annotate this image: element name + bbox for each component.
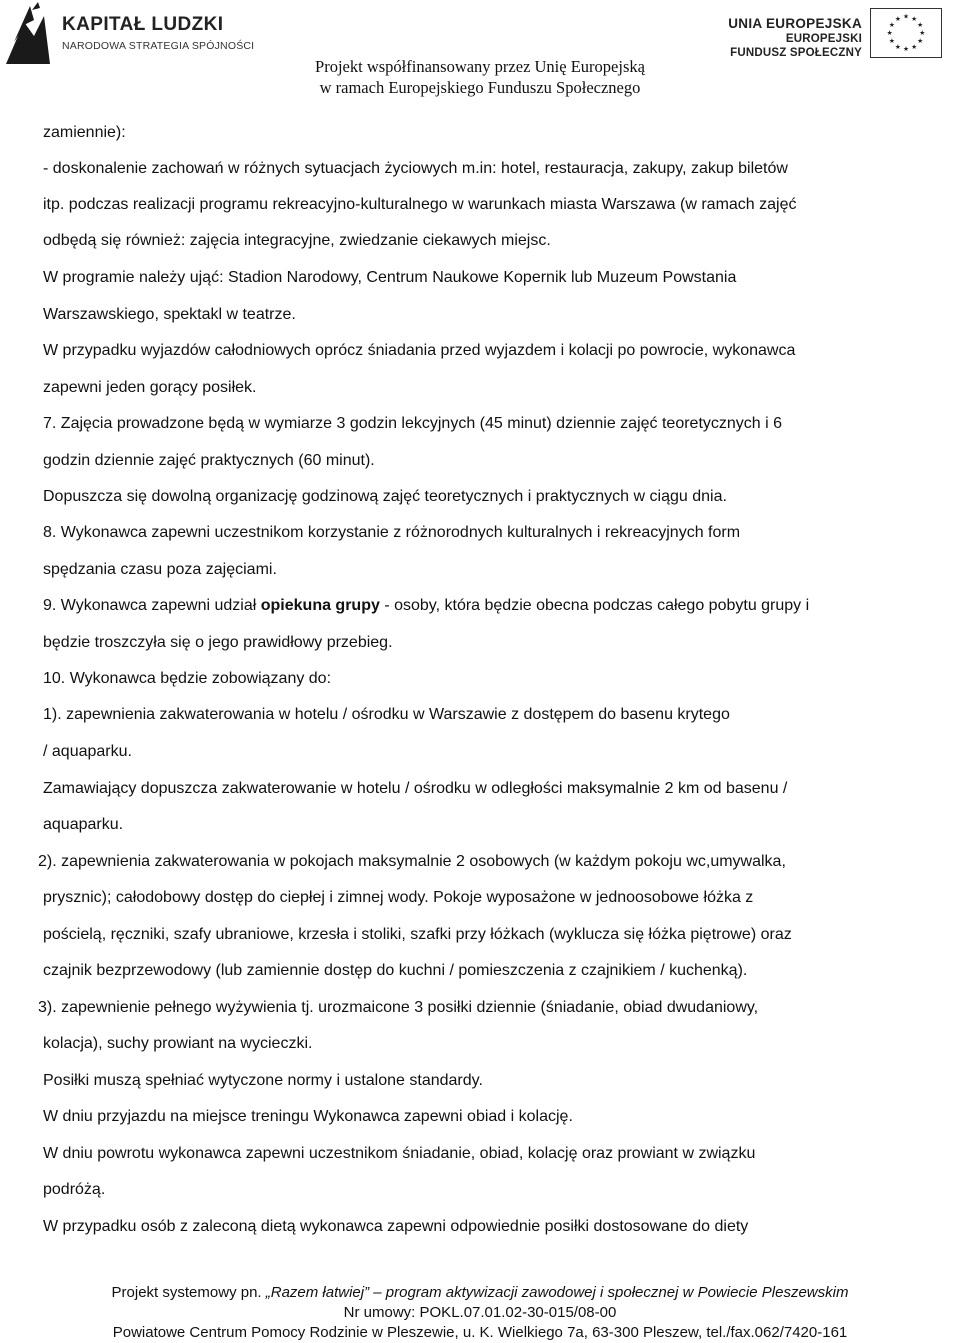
text-segment: 9. Wykonawca zapewni udział xyxy=(43,597,261,614)
text-line xyxy=(43,597,809,615)
text-line: zamiennie): xyxy=(43,124,126,141)
svg-text:★: ★ xyxy=(888,37,895,46)
text-line: prysznic); całodobowy dostęp do ciepłej i zimnej wody. Pokoje wyposażone w jednoosobowe łóżka z xyxy=(43,889,754,906)
text-line: podróżą. xyxy=(43,1181,106,1198)
text-line: W dniu powrotu wykonawca zapewni uczestnikom śniadanie, obiad, kolację oraz prowiant w związku xyxy=(43,1145,756,1162)
svg-text:★: ★ xyxy=(894,14,901,23)
cofinancing-line2: w ramach Europejskiego Funduszu Społecznego xyxy=(319,78,641,97)
footer-contract-number: Nr umowy: POKL.07.01.02-30-015/08-00 xyxy=(343,1304,617,1321)
svg-text:★: ★ xyxy=(894,43,901,52)
svg-text:★: ★ xyxy=(911,43,918,52)
text-line: odbędą się również: zajęcia integracyjne, zwiedzanie ciekawych miejsc. xyxy=(43,232,551,249)
text-line: 3). zapewnienie pełnego wyżywienia tj. urozmaicone 3 posiłki dziennie (śniadanie, obiad dwudaniowy, xyxy=(38,999,759,1016)
cofinancing-line1: Projekt współfinansowany przez Unię Europejską xyxy=(315,57,645,76)
svg-text:★: ★ xyxy=(902,45,910,54)
footer-project-prefix: Projekt systemowy pn. xyxy=(111,1284,266,1301)
text-line: / aquaparku. xyxy=(43,743,132,760)
footer xyxy=(0,1283,960,1343)
text-line: Dopuszcza się dowolną organizację godzinową zajęć teoretycznych i praktycznych w ciągu dnia. xyxy=(43,488,727,505)
text-line: W dniu przyjazdu na miejsce treningu Wykonawca zapewni obiad i kolację. xyxy=(43,1108,573,1125)
cofinancing-note xyxy=(0,56,960,98)
text-line: W przypadku osób z zaleconą dietą wykonawca zapewni odpowiednie posiłki dostosowane do diety xyxy=(43,1218,749,1235)
svg-text:★: ★ xyxy=(917,20,924,29)
text-line: Zamawiający dopuszcza zakwaterowanie w hotelu / ośrodku w odległości maksymalnie 2 km od basenu / xyxy=(43,780,788,797)
footer-address: Powiatowe Centrum Pomocy Rodzinie w Pleszewie, u. K. Wielkiego 7a, 63-300 Pleszew, tel./fax.062/7420-161 xyxy=(112,1324,848,1341)
bold-term-opiekun-grupy: opiekuna grupy xyxy=(260,597,380,614)
text-line: itp. podczas realizacji programu rekreacyjno-kulturalnego w warunkach miasta Warszawa (w ramach zajęć xyxy=(43,196,797,213)
eu-logo-line3: FUNDUSZ SPOŁECZNY xyxy=(730,47,862,59)
text-line: spędzania czasu poza zajęciami. xyxy=(43,561,277,578)
svg-text:★: ★ xyxy=(902,12,910,21)
text-line: pościelą, ręczniki, szafy ubraniowe, krzesła i stoliki, szafki przy łóżkach (wyklucza się łóżka piętrowe) oraz xyxy=(43,926,792,943)
text-line: będzie troszczyła się o jego prawidłowy przebieg. xyxy=(43,634,393,651)
text-line: godzin dziennie zajęć praktycznych (60 minut). xyxy=(43,452,375,469)
text-line: kolacja), suchy prowiant na wycieczki. xyxy=(43,1035,313,1052)
text-line: zapewni jeden gorący posiłek. xyxy=(43,379,257,396)
text-line: W programie należy ująć: Stadion Narodowy, Centrum Naukowe Kopernik lub Muzeum Powstania xyxy=(43,269,737,286)
eu-flag-icon xyxy=(870,8,942,58)
eu-logo-text xyxy=(728,16,862,59)
text-line: Posiłki muszą spełniać wytyczone normy i ustalone standardy. xyxy=(43,1072,483,1089)
footer-project-title: „Razem łatwiej” – program aktywizacji zawodowej i społecznej w Powiecie Pleszewskim xyxy=(265,1284,849,1301)
eu-logo-line2: EUROPEJSKI xyxy=(785,33,862,45)
kapital-ludzki-name: KAPITAŁ LUDZKI xyxy=(62,14,224,35)
svg-text:★: ★ xyxy=(911,14,918,23)
footer-project-line xyxy=(0,1283,960,1303)
text-line: 2). zapewnienia zakwaterowania w pokojach maksymalnie 2 osobowych (w każdym pokoju wc,umywalka, xyxy=(38,853,786,870)
svg-text:★: ★ xyxy=(919,28,926,37)
text-line: 7. Zajęcia prowadzone będą w wymiarze 3 godzin lekcyjnych (45 minut) dziennie zajęć teoretycznych i 6 xyxy=(43,415,783,432)
text-segment: - osoby, która będzie obecna podczas całego pobytu grupy i xyxy=(379,597,810,614)
text-line: 8. Wykonawca zapewni uczestnikom korzystanie z różnorodnych kulturalnych i rekreacyjnych form xyxy=(43,524,741,541)
kapital-ludzki-subtitle: NARODOWA STRATEGIA SPÓJNOŚCI xyxy=(62,40,255,52)
svg-text:★: ★ xyxy=(917,37,924,46)
svg-text:★: ★ xyxy=(888,20,895,29)
svg-text:★: ★ xyxy=(886,28,893,37)
text-line: aquaparku. xyxy=(43,816,124,833)
eu-logo-line1: UNIA EUROPEJSKA xyxy=(728,16,862,31)
text-line: Warszawskiego, spektakl w teatrze. xyxy=(43,306,296,323)
text-line: czajnik bezprzewodowy (lub zamiennie dostęp do kuchni / pomieszczenia z czajnikiem / kuchenką). xyxy=(43,962,748,979)
text-line: W przypadku wyjazdów całodniowych oprócz śniadania przed wyjazdem i kolacji po powrocie, wykonawca xyxy=(43,342,796,359)
text-line: - doskonalenie zachowań w różnych sytuacjach życiowych m.in: hotel, restauracja, zakupy, zakup biletów xyxy=(43,160,788,177)
text-line: 1). zapewnienia zakwaterowania w hotelu / ośrodku w Warszawie z dostępem do basenu krytego xyxy=(43,706,730,723)
text-line: 10. Wykonawca będzie zobowiązany do: xyxy=(43,670,332,687)
